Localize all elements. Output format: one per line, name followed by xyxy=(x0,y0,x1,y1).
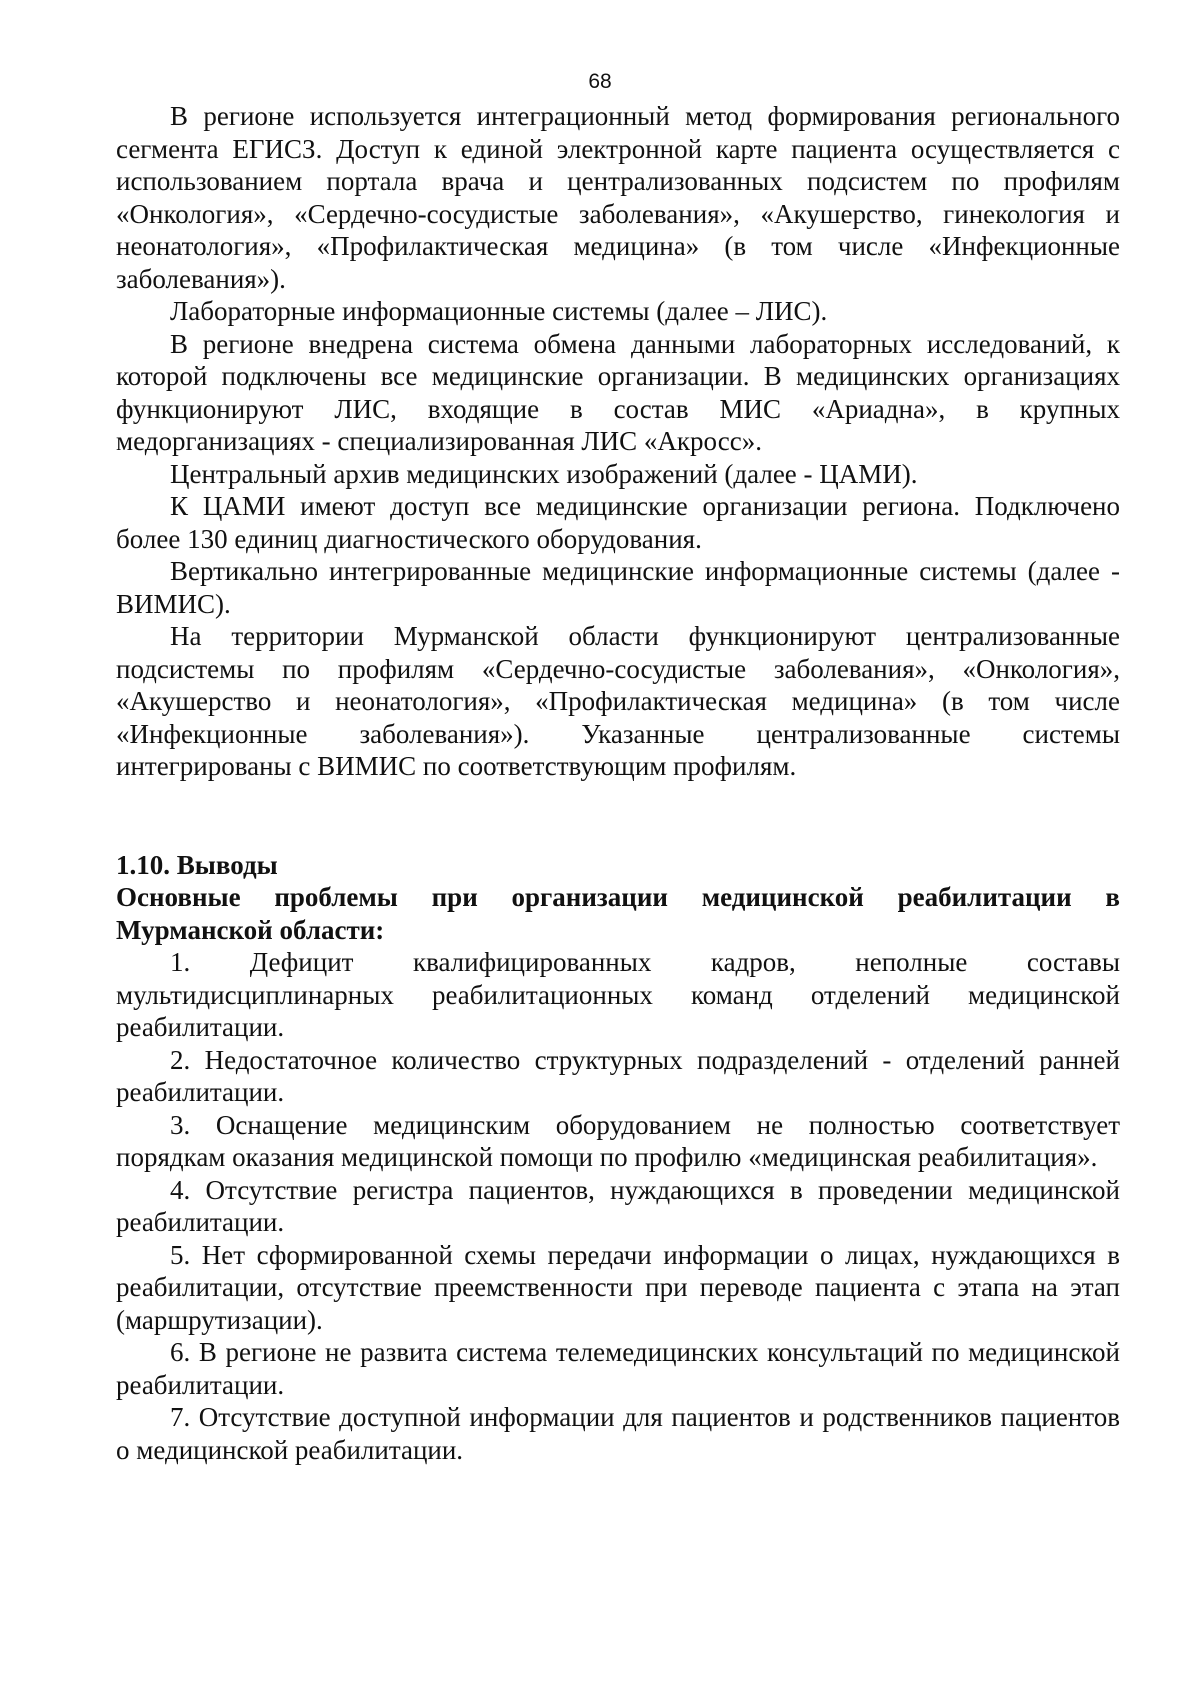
section-heading: 1.10. Выводы xyxy=(116,849,278,880)
page-number: 68 xyxy=(588,70,612,93)
problem-item-7: 7. Отсутствие доступной информации для пациентов и родственников пациентов о медицинской реабилитации. xyxy=(116,1402,1120,1465)
problem-item-6: 6. В регионе не развита система телемедицинских консультаций по медицинской реабилитации. xyxy=(116,1337,1120,1400)
problem-item-4: 4. Отсутствие регистра пациентов, нуждающихся в проведении медицинской реабилитации. xyxy=(116,1174,1120,1237)
section-subheading: Основные проблемы при организации медицинской реабилитации в Мурманской области: xyxy=(116,882,1120,945)
paragraph-cami-heading: Центральный архив медицинских изображений (далее - ЦАМИ). xyxy=(170,458,918,489)
paragraph-cami: К ЦАМИ имеют доступ все медицинские организации региона. Подключено более 130 единиц диагностического оборудования. xyxy=(116,491,1120,554)
paragraph-lis-heading: Лабораторные информационные системы (далее – ЛИС). xyxy=(170,296,828,326)
paragraph-vimis: На территории Мурманской области функционируют централизованные подсистемы по профилям «Сердечно-сосудистые заболевания», «Онкология», «Акушерство и неонатология», «Профилактическая медицина» (в том числе «Инфекционные заболевания»). Указанные централизованные системы интегрированы с ВИМИС по соответствующим профилям. xyxy=(116,621,1120,781)
paragraph-egisz: В регионе используется интеграционный метод формирования регионального сегмента ЕГИСЗ. Доступ к единой электронной карте пациента осуществляется с использованием портала врача и централизованных подсистем по профилям «Онкология», «Сердечно-сосудистые заболевания», «Акушерство, гинекология и неонатология», «Профилактическая медицина» (в том числе «Инфекционные заболевания»). xyxy=(116,101,1120,294)
problem-item-1: 1. Дефицит квалифицированных кадров, неполные составы мультидисциплинарных реабилитационных команд отделений медицинской реабилитации. xyxy=(116,947,1120,1042)
section-spacer xyxy=(116,783,1120,849)
paragraph-lis: В регионе внедрена система обмена данными лабораторных исследований, к которой подключены все медицинские организации. В медицинских организациях функционируют ЛИС, входящие в состав МИС «Ариадна», в крупных медорганизациях - специализированная ЛИС «Акросс». xyxy=(116,328,1120,456)
problem-item-3: 3. Оснащение медицинским оборудованием не полностью соответствует порядкам оказания медицинской помощи по профилю «медицинская реабилитация». xyxy=(116,1109,1120,1172)
paragraph-vimis-heading: Вертикально интегрированные медицинские информационные системы (далее - ВИМИС). xyxy=(116,556,1120,619)
page-body xyxy=(116,100,1120,1466)
problem-item-5: 5. Нет сформированной схемы передачи информации о лицах, нуждающихся в реабилитации, отсутствие преемственности при переводе пациента с этапа на этап (маршрутизации). xyxy=(116,1239,1120,1335)
problem-item-2: 2. Недостаточное количество структурных подразделений - отделений ранней реабилитации. xyxy=(116,1044,1120,1107)
